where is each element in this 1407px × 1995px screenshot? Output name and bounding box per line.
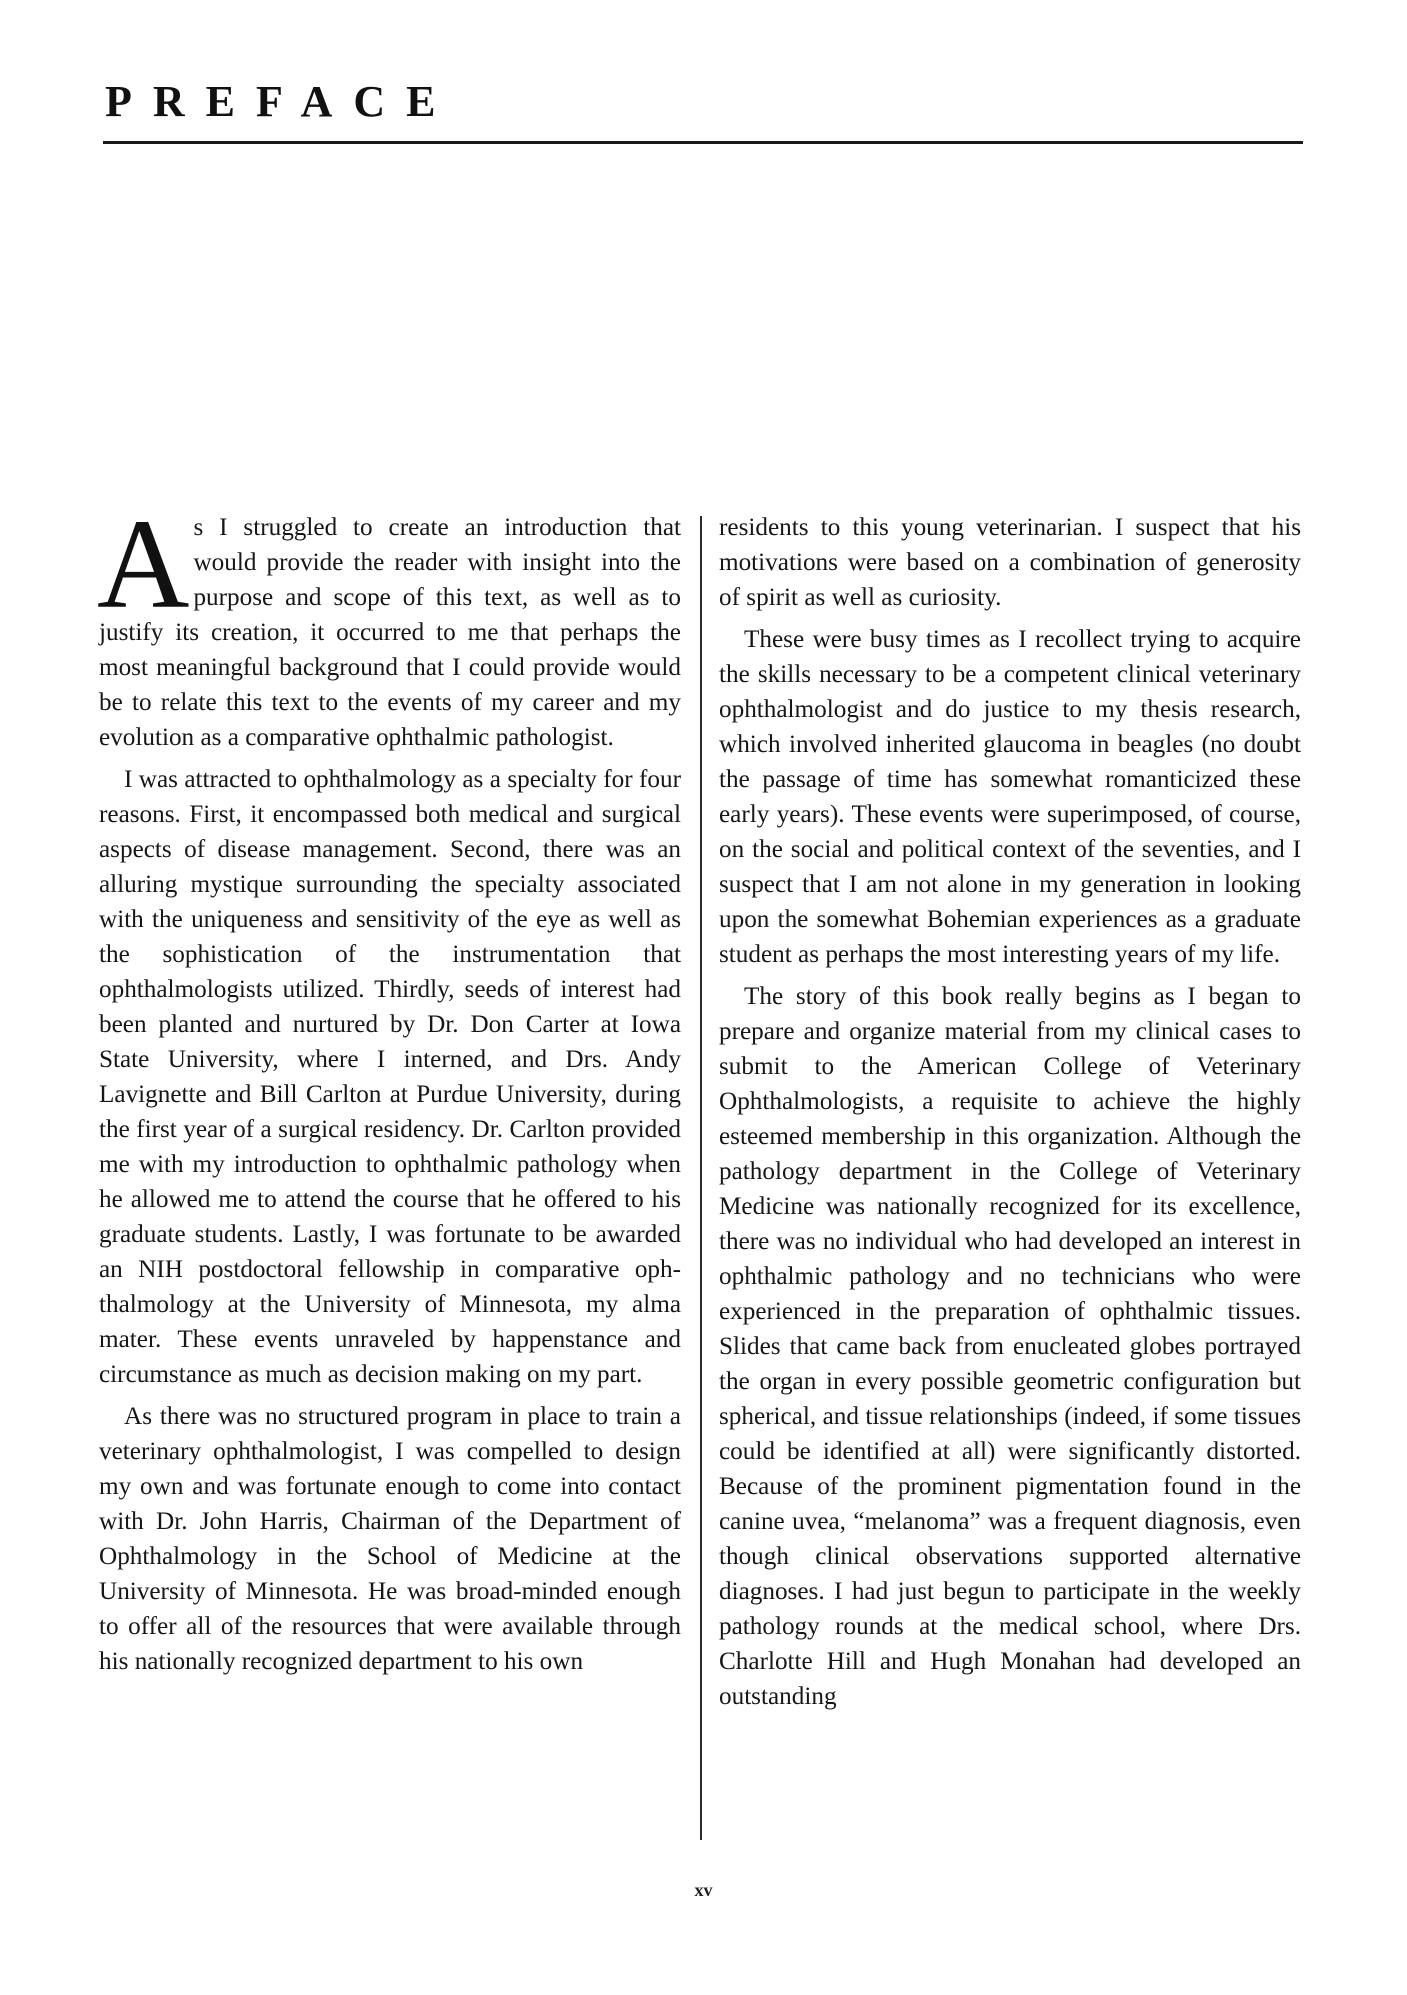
drop-cap: A [97, 493, 190, 635]
paragraph-program: As there was no structured program in place to train a veterinary ophthalmologist, I was compelled to design my own and was fortunate enough to come into contact with Dr. John Harris, Chairman of the Department of Ophthalmology in the School of Medicine at the University of Minnesota. He was broad-minded enough to offer all of the resources that were available through his nationally recognized department to his own [99, 1403, 681, 1675]
paragraph-residents: residents to this young veterinarian. I suspect that his motivations were based on a combination of generosity of spirit as well as curiosity. [719, 514, 1301, 611]
paragraph-busy-times: These were busy times as I recollect trying to acquire the skills necessary to be a competent clinical veterinary ophthalmologist and do justice to my thesis research, which involved inherited glaucoma in beagles (no doubt the passage of time has somewhat romanticized these early years). These events were superimposed, of course, on the social and political context of the seventies, and I suspect that I am not alone in my generation in looking upon the somewhat Bohemian experiences as a graduate student as perhaps the most interesting years of my life. [719, 626, 1301, 968]
paragraph-reasons: I was attracted to ophthalmology as a specialty for four reasons. First, it encompassed both medical and surgical aspects of disease management. Second, there was an alluring mystique surrounding the specialty associated with the uniqueness and sensitivity of the eye as well as the sophistication of the instrumentation that ophthalmologists utilized. Thirdly, seeds of interest had been planted and nurtured by Dr. Don Carter at Iowa State University, where I interned, and Drs. Andy Lavignette and Bill Carlton at Purdue University, during the first year of a surgical residency. Dr. Carlton provided me with my introduction to ophthalmic pathology when he allowed me to attend the course that he offered to his graduate students. Lastly, I was fortunate to be awarded an NIH postdoctoral fellowship in comparative ophthalmology at the University of Minnesota, my alma mater. These events unraveled by happenstance and circumstance as much as decision making on my part. [99, 766, 681, 1388]
right-column [719, 510, 1301, 1714]
paragraph-intro-text: s I struggled to create an introduction that would provide the reader with insight into the purpose and scope of this text, as well as to justify its creation, it occurred to me that perhaps the most meaningful background that I could provide would be to relate this text to the events of my career and my evolution as a comparative ophthalmic pathologist. [99, 514, 681, 751]
column-divider [700, 516, 702, 1840]
paragraph-intro [97, 493, 681, 755]
paragraph-story: The story of this book really begins as I began to prepare and organize material from my clinical cases to submit to the American College of Veterinary Ophthalmologists, a requisite to achieve the highly esteemed membership in this organization. Although the pathology department in the College of Veterinary Medicine was nationally recognized for its excellence, there was no individual who had developed an interest in ophthalmic pathology and no technicians who were experienced in the preparation of ophthalmic tissues. Slides that came back from enucleated globes portrayed the organ in every possible geometric configuration but spherical, and tissue relationships (indeed, if some tissues could be identified at all) were significantly distorted. Because of the prominent pigmentation found in the canine uvea, “melanoma” was a frequent diagnosis, even though clinical observations supported alternative diagnoses. I had just begun to participate in the weekly pathology rounds at the medical school, where Drs. Charlotte Hill and Hugh Monahan had developed an outstanding [719, 983, 1301, 1710]
page-heading: PREFACE [105, 77, 457, 126]
heading-rule [103, 141, 1303, 144]
left-column [97, 493, 681, 1679]
page-number: xv [694, 1880, 713, 1900]
